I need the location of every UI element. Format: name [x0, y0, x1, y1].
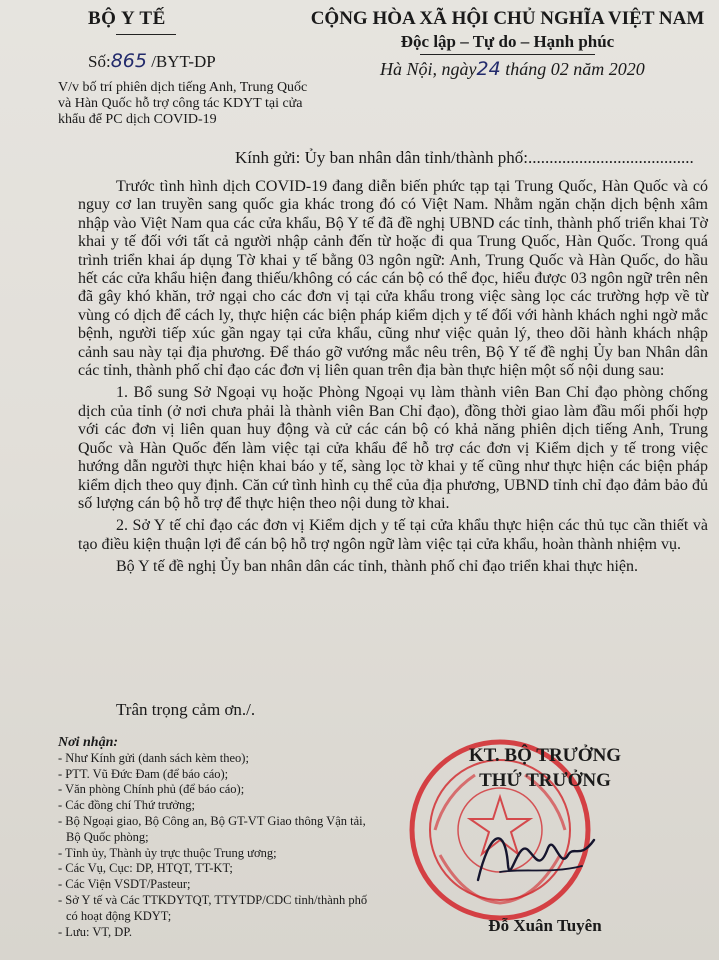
motto-underline: [420, 54, 595, 55]
document-number-handwritten: 865: [110, 50, 147, 72]
document-number-suffix: /BYT-DP: [151, 52, 216, 71]
ministry-name: BỘ Y TẾ: [88, 8, 166, 29]
document-number-prefix: Số:: [88, 52, 111, 71]
recipient-item: - Các Vụ, Cục: DP, HTQT, TT-KT;: [58, 861, 233, 876]
recipient-item: - Các Viện VSDT/Pasteur;: [58, 877, 191, 892]
day-handwritten: 24: [476, 58, 501, 80]
salutation: Kính gửi: Ủy ban nhân dân tỉnh/thành phố:.......................................: [235, 148, 694, 167]
recipient-item: - Bộ Ngoại giao, Bộ Công an, Bộ GT-VT Giao thông Vận tải,: [58, 813, 366, 828]
document-body: [78, 178, 708, 581]
closing-line: Trân trọng cảm ơn./.: [116, 700, 256, 719]
signer-name: Đỗ Xuân Tuyên: [488, 916, 602, 935]
signature-role-line-1: KT. BỘ TRƯỞNG: [468, 745, 622, 766]
recipients-list: [58, 735, 388, 940]
document-subject: V/v bố trí phiên dịch tiếng Anh, Trung Quốc và Hàn Quốc hỗ trợ công tác KDYT tại cửa khẩu để PC dịch COVID-19: [58, 80, 308, 127]
body-paragraph-4: Bộ Y tế đề nghị Ủy ban nhân dân các tỉnh, thành phố chỉ đạo triển khai thực hiện.: [116, 558, 639, 576]
recipient-item: - Văn phòng Chính phủ (để báo cáo);: [58, 782, 245, 797]
national-motto: Độc lập – Tự do – Hạnh phúc: [400, 32, 615, 51]
body-paragraph-1: Trước tình hình dịch COVID-19 đang diễn biến phức tạp tại Trung Quốc, Hàn Quốc và có nguy cơ lan truyền sang quốc gia khác trong đó có Việt Nam. Nhằm ngăn chặn dịch bệnh xâm nhập vào Việt Nam qua các cửa khẩu, Bộ Y tế đã đề nghị UBND các tỉnh, thành phố triển khai Tờ khai y tế đối với tất cả người nhập cảnh đến từ hoặc đi qua Trung Quốc, Hàn Quốc. Trong quá trình triển khai áp dụng Tờ khai y tế bằng 03 ngôn ngữ: Anh, Trung Quốc và Hàn Quốc, do hầu hết các cửa khẩu hiện đang thiếu/không có các cán bộ có thể đọc, hiểu được 03 ngôn ngữ trên nên đã gây khó khăn, trở ngại cho các đơn vị tại cửa khẩu trong việc sàng lọc các trường hợp về từ vùng có dịch để cách ly, thực hiện các biện pháp kiểm dịch y tế đối với hành khách nghi ngờ mắc bệnh, người tiếp xúc gần ngay tại cửa khẩu, cũng như việc quản lý, theo dõi hành khách nhập cảnh sau này tại địa phương. Để tháo gỡ vướng mắc nêu trên, Bộ Y tế đề nghị Ủy ban Nhân dân các tỉnh, thành phố chỉ đạo các đơn vị liên quan trên địa bàn thực hiện một số nội dung sau:: [78, 178, 708, 380]
recipient-item: - Tỉnh ủy, Thành ủy trực thuộc Trung ương;: [58, 845, 277, 860]
place-date-after: tháng 02 năm 2020: [500, 59, 645, 79]
body-paragraph-3: 2. Sở Y tế chỉ đạo các đơn vị Kiểm dịch y tế tại cửa khẩu thực hiện các thủ tục cần thiết và tạo điều kiện thuận lợi để cán bộ hỗ trợ ngôn ngữ làm việc tại cửa khẩu, hoàn thành nhiệm vụ.: [78, 517, 708, 553]
recipient-item: - Như Kính gửi (danh sách kèm theo);: [58, 750, 249, 765]
recipient-item: - PTT. Vũ Đức Đam (để báo cáo);: [58, 766, 229, 781]
body-paragraph-2: 1. Bổ sung Sở Ngoại vụ hoặc Phòng Ngoại vụ làm thành viên Ban Chỉ đạo phòng chống dịch của tỉnh (ở nơi chưa phải là thành viên Ban Chỉ đạo), đồng thời giao làm đầu mối phối hợp với các đơn vị liên quan huy động và cử các cán bộ có khả năng phiên dịch tiếng Anh, Trung Quốc và Hàn Quốc đến làm việc tại cửa khẩu để hỗ trợ các đơn vị Kiểm dịch y tế trong việc hướng dẫn người thực hiện khai báo y tế, sàng lọc tờ khai y tế cũng như thực hiện các biện pháp kiểm dịch theo quy định. Căn cứ tình hình cụ thể của địa phương, UBND tỉnh chỉ đạo đảm bảo đủ số lượng cán bộ hỗ trợ để thực hiện theo nội dung tờ khai.: [78, 384, 708, 512]
recipient-item: có hoạt động KDYT;: [66, 908, 172, 923]
recipient-item: - Sở Y tế và Các TTKDYTQT, TTYTDP/CDC tỉnh/thành phố: [58, 892, 368, 907]
signature-role-line-2: THỨ TRƯỞNG: [479, 770, 611, 791]
handwritten-signature-icon: [470, 810, 600, 900]
place-date-before: Hà Nội, ngày: [380, 59, 477, 79]
recipient-item: - Các đồng chí Thứ trưởng;: [58, 798, 195, 813]
recipient-item: Bộ Quốc phòng;: [66, 829, 149, 844]
national-title: CỘNG HÒA XÃ HỘI CHỦ NGHĨA VIỆT NAM: [310, 8, 705, 29]
recipient-item: - Lưu: VT, DP.: [58, 924, 133, 939]
document-number: [88, 50, 216, 72]
place-and-date: [380, 58, 645, 80]
ministry-underline: [116, 34, 176, 35]
recipients-title: Nơi nhận:: [58, 735, 119, 750]
